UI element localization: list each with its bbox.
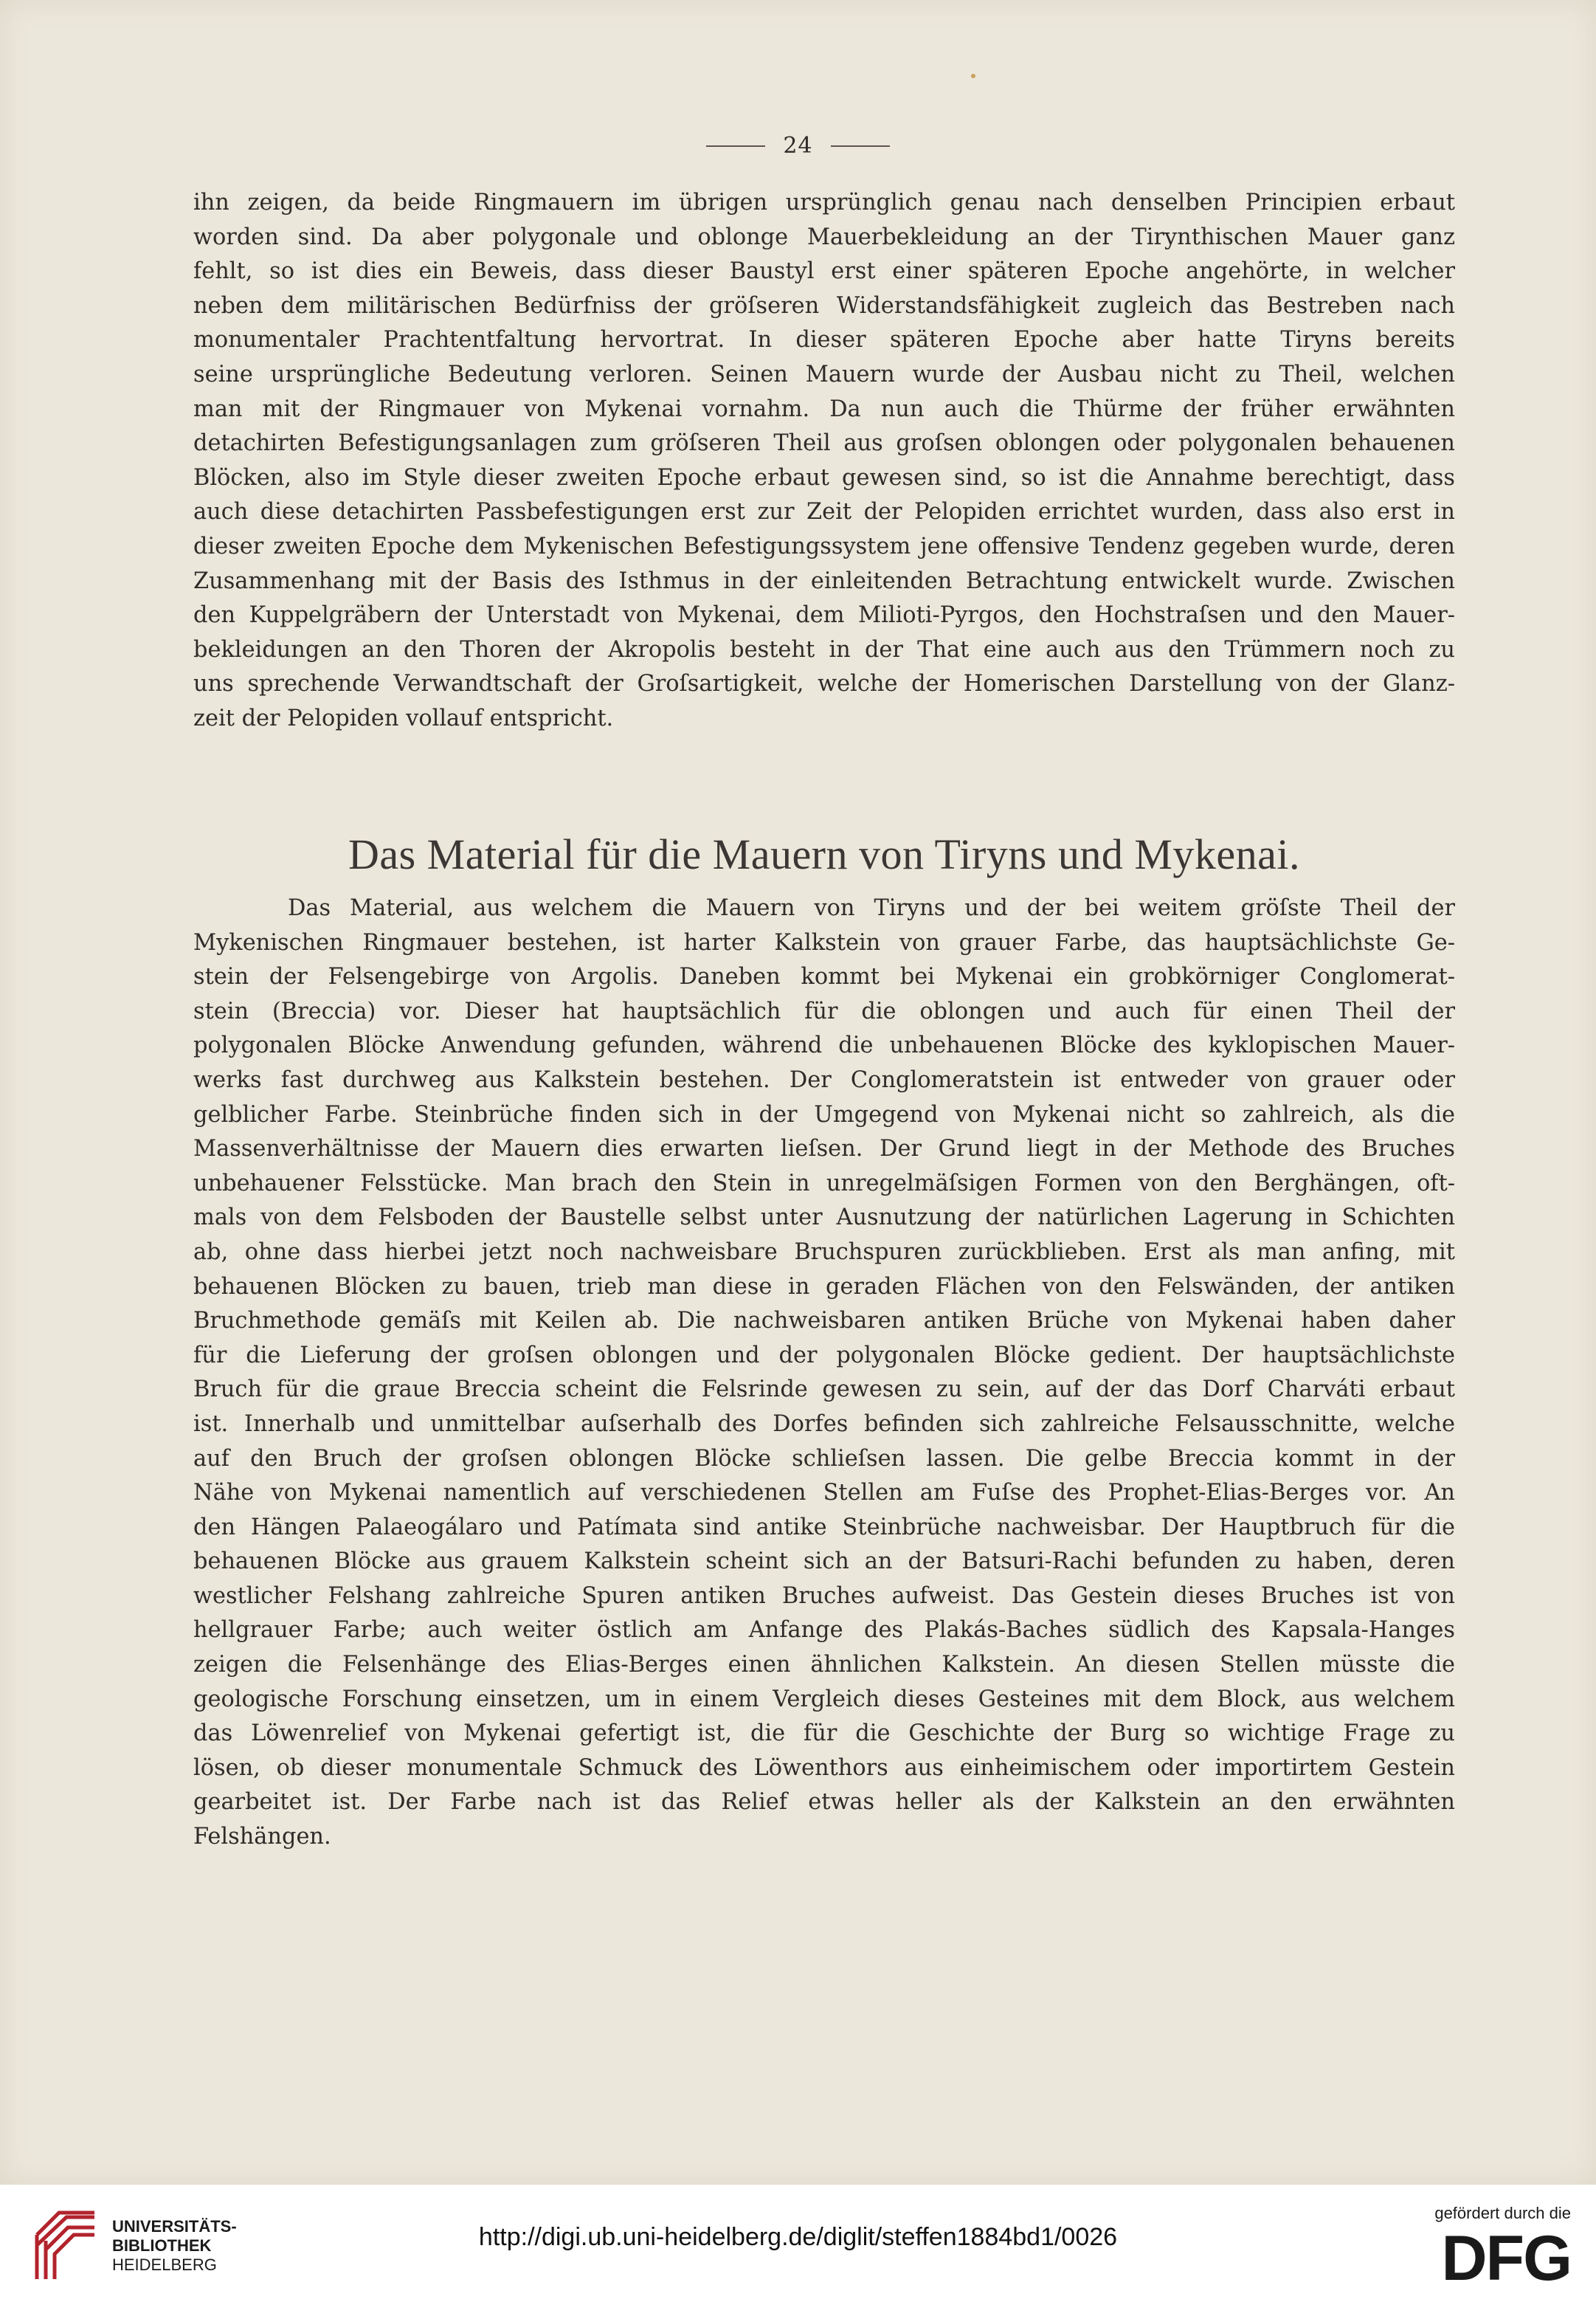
text-line: behauenen Blöcke aus grauem Kalkstein scheint sich an der Batsuri-Rachi befunden zu haben, deren [193,1548,1455,1575]
text-line: stein (Breccia) vor. Dieser hat hauptsächlich für die oblongen und auch für einen Theil der [193,998,1455,1024]
text-line: geologische Forschung einsetzen, um in einem Vergleich dieses Gesteines mit dem Block, aus welchem [193,1686,1455,1712]
text-line: auch diese detachirten Passbefestigungen erst zur Zeit der Pelopiden errichtet wurden, dass also erst in [193,499,1455,525]
text-line: bekleidungen an den Thoren der Akropolis besteht in der That eine auch aus den Trümmern noch zu [193,636,1455,663]
text-line: seine ursprüngliche Bedeutung verloren. Seinen Mauern wurde der Ausbau nicht zu Theil, welchen [193,361,1455,387]
text-line: ihn zeigen, da beide Ringmauern im übrigen ursprünglich genau nach denselben Principien erbaut [193,190,1455,216]
dfg-logo: DFG [1441,2223,1571,2294]
section-heading: Das Material für die Mauern von Tiryns und Mykenai. [348,830,1301,878]
text-line: werks fast durchweg aus Kalkstein bestehen. Der Conglomeratstein ist entweder von grauer oder [193,1066,1455,1093]
text-line: fehlt, so ist dies ein Beweis, dass dieser Baustyl erst einer späteren Epoche angehörte, in welcher [193,258,1455,285]
library-name-line-1: UNIVERSITÄTS- [112,2217,237,2236]
text-line: zeigen die Felsenhänge des Elias-Berges einen ähnlichen Kalkstein. An diesen Stellen müsste die [193,1652,1455,1678]
text-line: Bruchmethode gemäſs mit Keilen ab. Die nachweisbaren antiken Brüche von Mykenai haben daher [193,1308,1455,1334]
text-line: zeit der Pelopiden vollauf entspricht. [193,705,614,731]
text-line: hellgrauer Farbe; auch weiter östlich am Anfange des Plakás-Baches südlich des Kapsala-Hanges [193,1617,1455,1644]
page-header [0,133,1596,159]
page-number: 24 [783,133,813,159]
text-line: Zusammenhang mit der Basis des Isthmus in der einleitenden Betrachtung entwickelt wurde. Zwischen [193,568,1455,594]
paragraph-1 [193,186,1455,737]
text-line: behauenen Blöcken zu bauen, trieb man diese in geraden Flächen von den Felswänden, der antiken [193,1273,1455,1300]
digitization-footer [0,2185,1596,2302]
text-line: den Kuppelgräbern der Unterstadt von Mykenai, dem Milioti-Pyrgos, den Hochstraſsen und den Mauer- [193,602,1455,629]
text-line: Das Material, aus welchem die Mauern von Tiryns und der bei weitem gröſste Theil der [288,895,1455,921]
text-line: man mit der Ringmauer von Mykenai vornahm. Da nun auch die Thürme der früher erwähnten [193,396,1455,422]
funding-caption: gefördert durch die [1434,2204,1571,2222]
text-line: Mykenischen Ringmauer bestehen, ist harter Kalkstein von grauer Farbe, das hauptsächlichste Ge- [193,929,1455,956]
library-name-line-2: BIBLIOTHEK [112,2236,212,2255]
text-line: ist. Innerhalb und unmittelbar auſserhalb des Dorfes befinden sich zahlreiche Felsausschnitte, welche [193,1410,1455,1437]
text-line: auf den Bruch der groſsen oblongen Blöcke schlieſsen lassen. Die gelbe Breccia kommt in der [193,1445,1455,1472]
text-line: ab, ohne dass hierbei jetzt noch nachweisbare Bruchspuren zurückblieben. Erst als man anfing, mit [193,1238,1455,1265]
library-name-line-3: HEIDELBERG [112,2256,217,2274]
header-rule-right [831,145,890,147]
text-line: für die Lieferung der groſsen oblongen und der polygonalen Blöcke gedient. Der hauptsächlichste [193,1342,1455,1368]
text-line: Blöcken, also im Style dieser zweiten Epoche erbaut gewesen sind, so ist die Annahme berechtigt, dass [193,464,1455,491]
text-line: neben dem militärischen Bedürfniss der gröſseren Widerstandsfähigkeit zugleich das Bestreben nach [193,292,1455,319]
paragraph-2 [193,892,1455,1855]
text-line: stein der Felsengebirge von Argolis. Daneben kommt bei Mykenai ein grobkörniger Conglomerat- [193,964,1455,990]
text-line: den Hängen Palaeogálaro und Patímata sind antike Steinbrüche nachweisbar. Der Hauptbruch für die [193,1514,1455,1540]
text-line: monumentaler Prachtentfaltung hervortrat. In dieser späteren Epoche aber hatte Tiryns bereits [193,327,1455,354]
ink-speck [971,74,975,78]
text-line: Bruch für die graue Breccia scheint die Felsrinde gewesen zu sein, auf der das Dorf Charváti erbaut [193,1376,1455,1403]
text-line: gearbeitet ist. Der Farbe nach ist das Relief etwas heller als der Kalkstein an den erwähnten [193,1789,1455,1816]
text-line: Felshängen. [193,1824,331,1850]
text-line: Nähe von Mykenai namentlich auf verschiedenen Stellen am Fuſse des Prophet-Elias-Berges vor. An [193,1480,1455,1506]
text-line: unbehauener Felsstücke. Man brach den Stein in unregelmäſsigen Formen von den Berghängen, oft- [193,1170,1455,1196]
text-line: dieser zweiten Epoche dem Mykenischen Befestigungssystem jene offensive Tendenz gegeben wurde, deren [193,533,1455,559]
text-line: worden sind. Da aber polygonale und oblonge Mauerbekleidung an der Tirynthischen Mauer ganz [193,224,1455,250]
digital-copy-url[interactable]: http://digi.ub.uni-heidelberg.de/diglit/steffen1884bd1/0026 [478,2223,1118,2251]
text-line: das Löwenrelief von Mykenai gefertigt ist, die für die Geschichte der Burg so wichtige Frage zu [193,1720,1455,1747]
text-line: polygonalen Blöcke Anwendung gefunden, während die unbehauenen Blöcke des kyklopischen Mauer- [193,1033,1455,1059]
text-line: Massenverhältnisse der Mauern dies erwarten lieſsen. Der Grund liegt in der Methode des Bruches [193,1136,1455,1162]
text-line: lösen, ob dieser monumentale Schmuck des Löwenthors aus einheimischem oder importirtem Gestein [193,1754,1455,1781]
text-line: westlicher Felshang zahlreiche Spuren antiken Bruches aufweist. Das Gestein dieses Bruches ist von [193,1582,1455,1609]
header-rule-left [706,145,765,147]
text-line: gelblicher Farbe. Steinbrüche finden sich in der Umgegend von Mykenai nicht so zahlreich, als die [193,1101,1455,1128]
text-line: mals von dem Felsboden der Baustelle selbst unter Ausnutzung der natürlichen Lagerung in Schichten [193,1205,1455,1231]
text-line: detachirten Befestigungsanlagen zum gröſseren Theil aus groſsen oblongen oder polygonalen behauenen [193,430,1455,457]
text-line: uns sprechende Verwandtschaft der Groſsartigkeit, welche der Homerischen Darstellung von der Glanz- [193,671,1455,697]
